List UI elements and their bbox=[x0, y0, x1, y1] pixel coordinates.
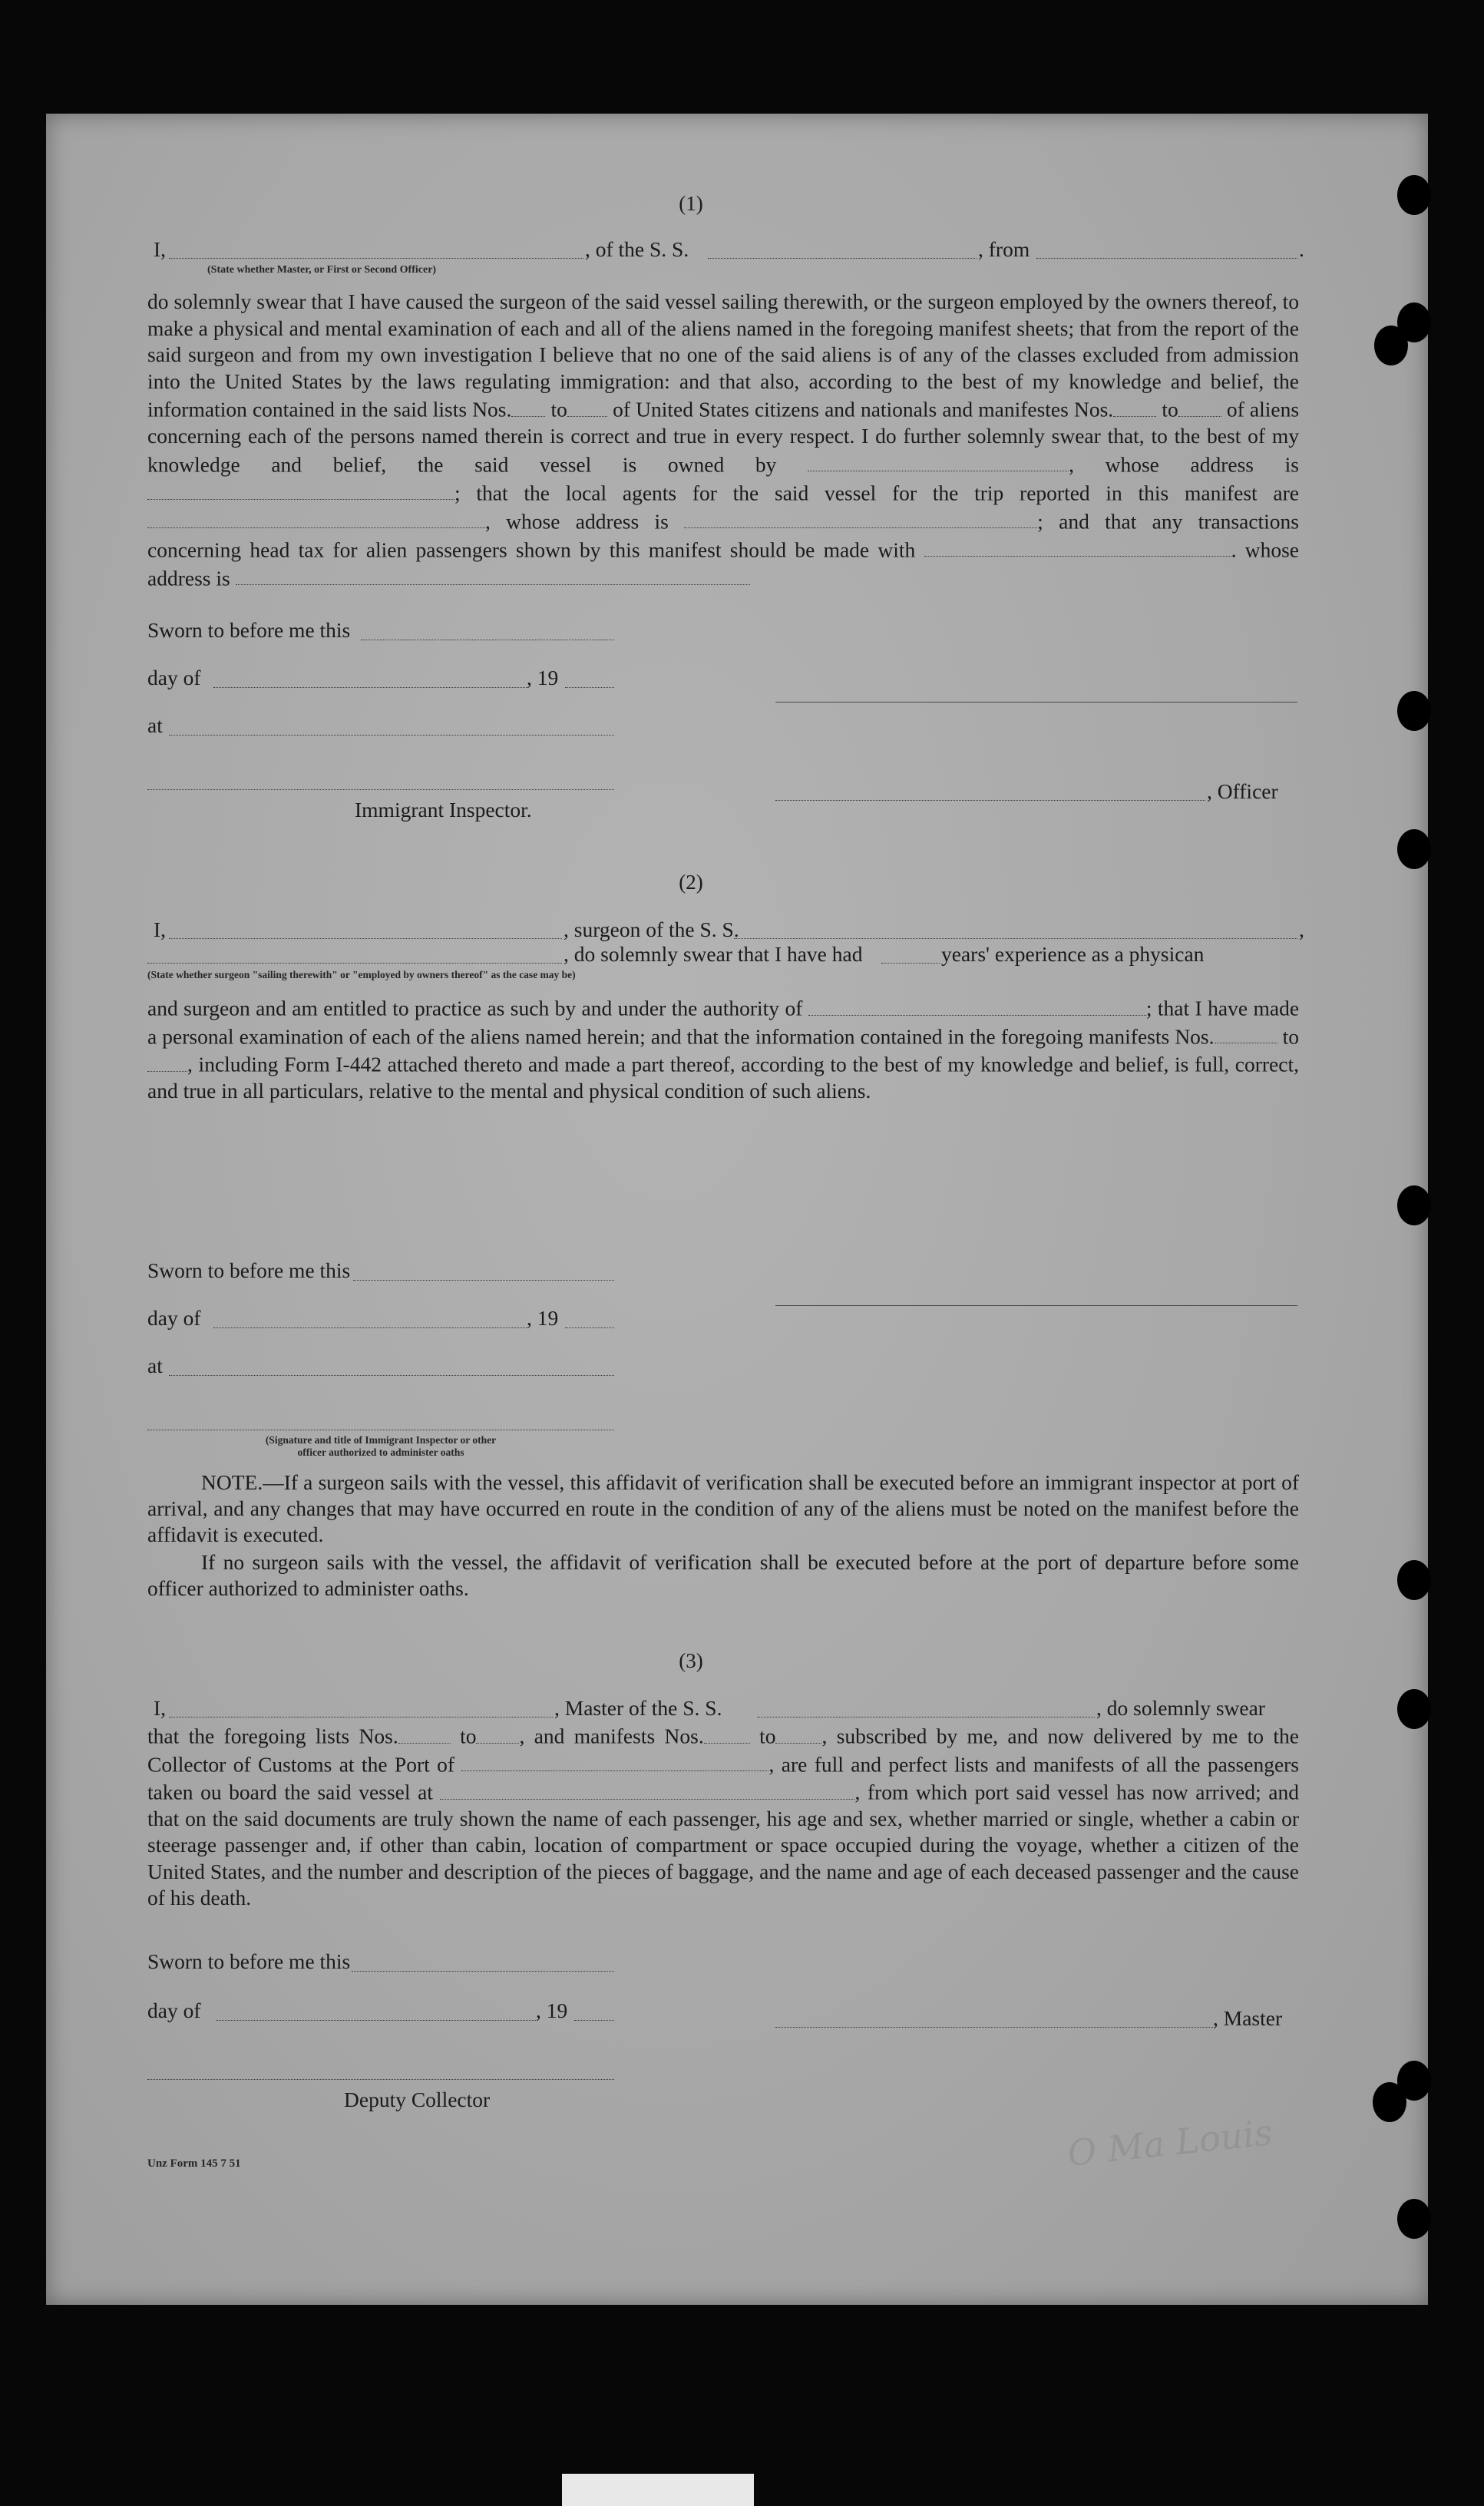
section-1-number: (1) bbox=[679, 192, 703, 215]
surgeon-type-field[interactable] bbox=[147, 963, 562, 964]
section-2-number: (2) bbox=[679, 871, 703, 894]
punch-hole bbox=[1373, 2082, 1406, 2122]
s2-surgeon-of-label: , surgeon of the S. S. bbox=[564, 917, 739, 941]
s2-signature-note-2: officer authorized to administer oaths bbox=[297, 1446, 464, 1458]
punch-hole bbox=[1397, 175, 1431, 215]
s1-period: . bbox=[1299, 237, 1304, 261]
s3-master-label: , Master bbox=[1213, 2006, 1283, 2030]
s3-sworn-label: Sworn to before me this bbox=[147, 1949, 351, 1973]
s3-sworn-date-field[interactable] bbox=[352, 1971, 614, 1972]
s3-deputy-label: Deputy Collector bbox=[344, 2088, 491, 2111]
s3-deputy-signature-line[interactable] bbox=[147, 2079, 614, 2080]
s3-day-field[interactable] bbox=[216, 2020, 537, 2021]
s1-of-ss-label: , of the S. S. bbox=[585, 237, 689, 261]
note-no-surgeon: If no surgeon sails with the vessel, the affidavit of verification shall be executed before at the port of departure before some officer authorized to administer oaths. bbox=[147, 1550, 1299, 1601]
s1-officer-signature-line[interactable] bbox=[775, 702, 1297, 703]
s2-comma: , bbox=[1299, 917, 1304, 941]
officer-rank-note: (State whether Master, or First or Second Officer) bbox=[207, 264, 437, 276]
s2-sworn-label: Sworn to before me this bbox=[147, 1258, 351, 1282]
s1-from-label: , from bbox=[978, 237, 1030, 261]
s1-day-of-label: day of bbox=[147, 666, 201, 689]
s3-i-label: I, bbox=[154, 1696, 167, 1720]
section-3-oath-text: that the foregoing lists Nos. to , and manifests Nos. to , subscribed by me, and now delivered by me to the Collector of Customs at the Port of , are full and perfect lists and manifests of all the passengers taken ou board the said vessel at , from which port said vessel has now arrived; and that on the said documents are truly shown the name of each passenger, his age and sex, whether married or single, whether a cabin or steerage passenger and, if other than cabin, location of compartment or space occupied during the voyage, whether a citizen of the United States, and the number and description of the pieces of baggage, and the name and age of each deceased passenger and the cause of his death. bbox=[147, 1721, 1299, 1911]
punch-hole bbox=[1374, 326, 1408, 365]
s3-vessel-name-field[interactable] bbox=[757, 1717, 1095, 1718]
s2-surgeon-signature-line[interactable] bbox=[775, 1305, 1297, 1306]
s3-master-of-label: , Master of the S. S. bbox=[554, 1696, 722, 1720]
surgeon-name-field[interactable] bbox=[169, 938, 562, 939]
s1-i-label: I, bbox=[154, 237, 167, 261]
s3-swear-label: , do solemnly swear bbox=[1096, 1696, 1265, 1720]
s1-at-label: at bbox=[147, 713, 163, 737]
film-frame-tab bbox=[562, 2474, 754, 2506]
punch-hole bbox=[1397, 829, 1431, 869]
punch-hole bbox=[1397, 2199, 1431, 2239]
s2-day-field[interactable] bbox=[213, 1327, 528, 1328]
section-1-oath-text: do solemnly swear that I have caused the surgeon of the said vessel sailing therewith, or the surgeon employed by the owners thereof, to make a physical and mental examination of each and all of the aliens named in the foregoing manifest sheets; that from the report of the said surgeon and from my own investigation I believe that no one of the said aliens is of any of the classes excluded from admission into the United States by the laws regulating immigration: and that also, according to the best of my knowledge and belief, the information contained in the said lists Nos. to of United States citizens and nationals and manifestes Nos. to of aliens concerning each of the persons named therein is correct and true in every respect. I do further solemnly swear that, to the best of my knowledge and belief, the said vessel is owned by , whose address is ; that the local agents for the said vessel for the trip reported in this manifest are , whose address is ; and that any transactions concerning head tax for alien passengers shown by this manifest should be made with . whose address is bbox=[147, 289, 1300, 590]
s2-year-label: , 19 bbox=[527, 1306, 559, 1330]
from-port-field[interactable] bbox=[1036, 258, 1297, 259]
form-code: Unz Form 145 7 51 bbox=[147, 2157, 241, 2170]
years-experience-field[interactable] bbox=[881, 963, 940, 964]
s1-day-field[interactable] bbox=[213, 687, 528, 688]
punch-hole bbox=[1397, 691, 1431, 731]
s3-day-of-label: day of bbox=[147, 1999, 201, 2022]
note-surgeon-sails: NOTE.—If a surgeon sails with the vessel, this affidavit of verification shall be executed before an immigrant inspector at port of arrival, and any changes that may have occurred en route in the condition of any of the aliens must be noted on the manifest before the affidavit is executed. bbox=[147, 1470, 1299, 1547]
s2-years-label: years' experience as a physican bbox=[941, 942, 1205, 966]
s2-day-of-label: day of bbox=[147, 1306, 201, 1330]
s1-inspector-signature-line[interactable] bbox=[147, 789, 614, 790]
s3-master-signature-line[interactable] bbox=[775, 2027, 1213, 2028]
s2-swear-label: , do solemnly swear that I have had bbox=[564, 942, 863, 966]
s2-signature-note-1: (Signature and title of Immigrant Inspector or other bbox=[265, 1434, 497, 1446]
s1-officer-label: , Officer bbox=[1207, 779, 1278, 803]
vessel-name-field[interactable] bbox=[708, 258, 977, 259]
punch-hole bbox=[1397, 1560, 1431, 1600]
s2-i-label: I, bbox=[154, 917, 167, 941]
section-3-number: (3) bbox=[679, 1649, 703, 1672]
s2-vessel-name-field[interactable] bbox=[734, 938, 1297, 939]
punch-hole bbox=[1397, 1689, 1431, 1729]
surgeon-type-note: (State whether surgeon "sailing therewith" or "employed by owners thereof" as the case may be) bbox=[147, 969, 576, 980]
s2-year-field[interactable] bbox=[565, 1327, 614, 1328]
s1-at-field[interactable] bbox=[169, 735, 614, 736]
master-name-field[interactable] bbox=[169, 1717, 553, 1718]
handwritten-annotation: O Ma Louis bbox=[1065, 2111, 1274, 2174]
form-page bbox=[46, 114, 1428, 2305]
s2-at-field[interactable] bbox=[169, 1375, 614, 1376]
section-2-oath-text: and surgeon and am entitled to practice as such by and under the authority of ; that I have made a personal examination of each of the aliens named herein; and that the information contained in the foregoing manifests Nos. to, including Form I-442 attached thereto and made a part thereof, according to the best of my knowledge and belief, is full, correct, and true in all particulars, relative to the mental and physical condition of such aliens. bbox=[147, 993, 1299, 1104]
s1-officer-name-field[interactable] bbox=[775, 800, 1205, 801]
s1-year-field[interactable] bbox=[565, 687, 614, 688]
s2-at-label: at bbox=[147, 1354, 163, 1377]
s3-year-label: , 19 bbox=[536, 1999, 568, 2022]
s1-sworn-label: Sworn to before me this bbox=[147, 618, 351, 642]
s3-year-field[interactable] bbox=[574, 2020, 614, 2021]
s1-year-label: , 19 bbox=[527, 666, 559, 689]
punch-hole bbox=[1397, 1185, 1431, 1225]
s2-sworn-date-field[interactable] bbox=[353, 1280, 614, 1281]
officer-name-field[interactable] bbox=[169, 258, 583, 259]
s1-inspector-label: Immigrant Inspector. bbox=[355, 798, 532, 822]
